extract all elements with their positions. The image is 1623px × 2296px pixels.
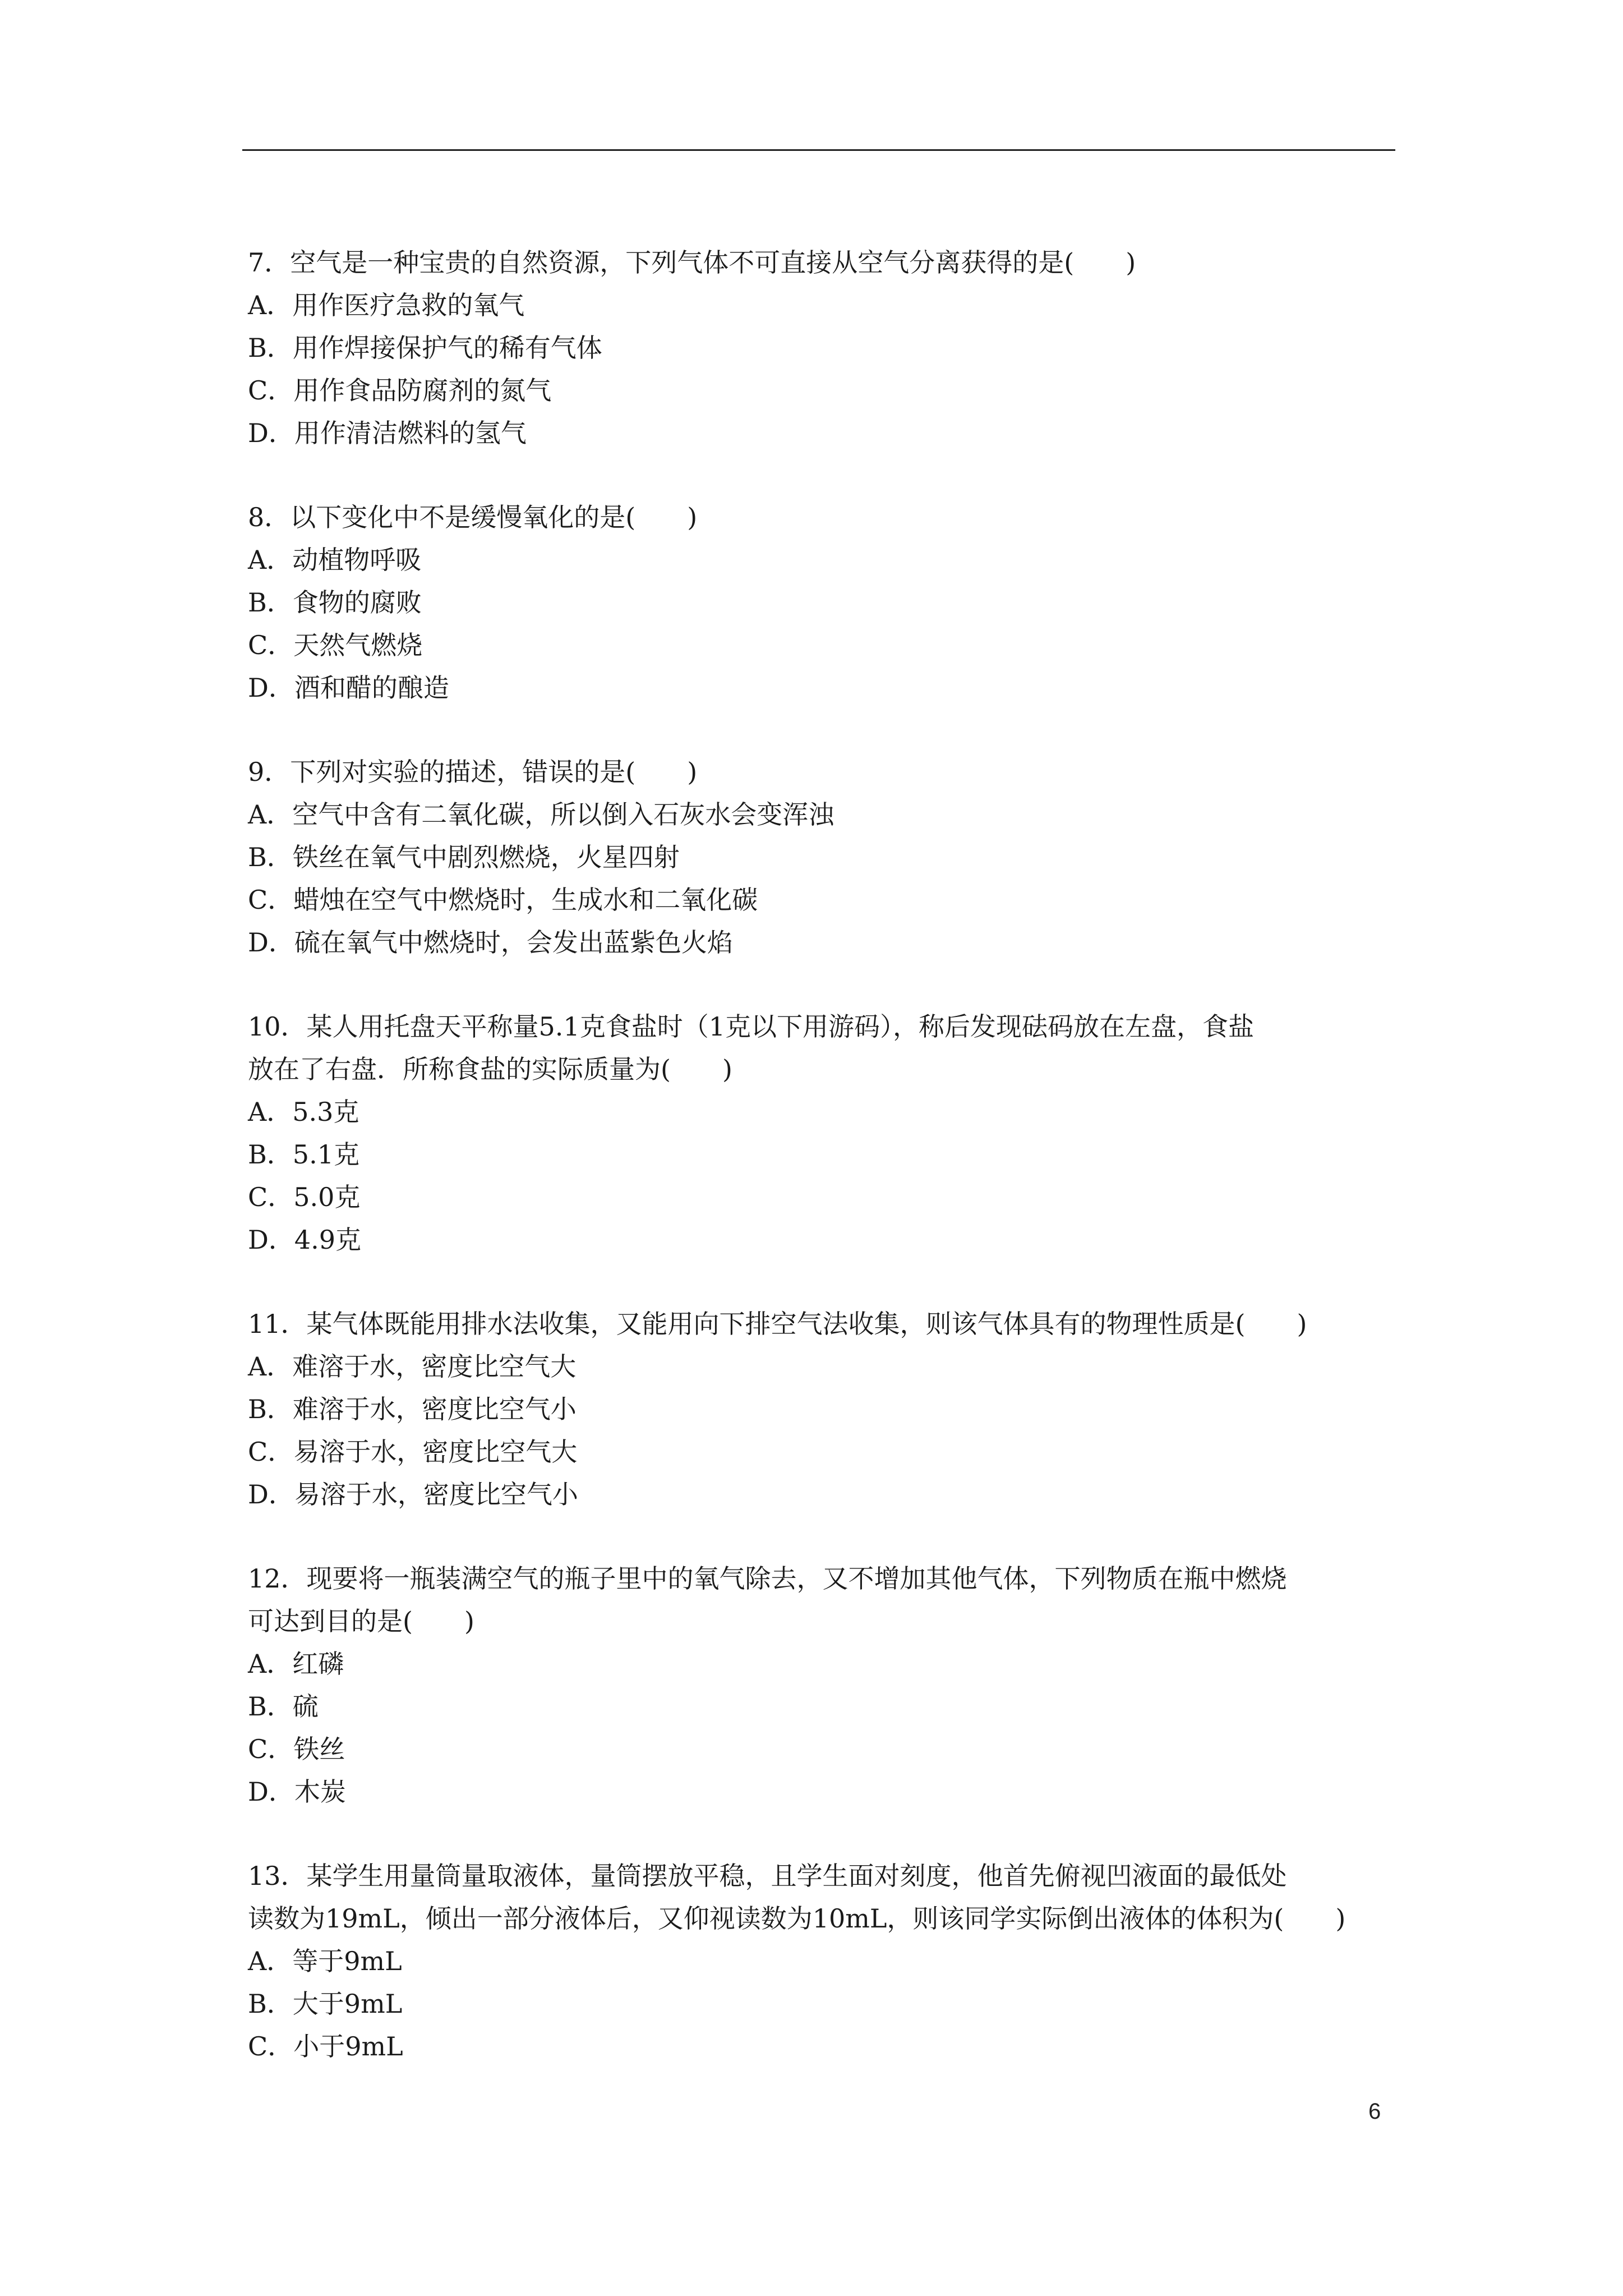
option-d: D．酒和醋的酿造 bbox=[248, 673, 449, 703]
option-a: A．5.3克 bbox=[248, 1097, 359, 1127]
question-8 bbox=[248, 496, 1426, 709]
option-d: D．4.9克 bbox=[248, 1225, 362, 1255]
option-b: B．难溶于水，密度比空气小 bbox=[248, 1394, 577, 1424]
question-11 bbox=[248, 1303, 1426, 1516]
question-stem: 9．下列对实验的描述，错误的是( ) bbox=[248, 757, 698, 787]
question-13 bbox=[248, 1855, 1426, 2068]
option-b: B．5.1克 bbox=[248, 1139, 359, 1170]
option-a: A．等于9mL bbox=[248, 1946, 402, 1976]
option-b: B．食物的腐败 bbox=[248, 587, 422, 618]
question-stem-continued: 放在了右盘．所称食盐的实际质量为( ) bbox=[248, 1054, 732, 1084]
option-a: A．动植物呼吸 bbox=[248, 545, 422, 575]
option-b: B．用作焊接保护气的稀有气体 bbox=[248, 333, 602, 363]
option-b: B．硫 bbox=[248, 1691, 319, 1722]
option-c: C．小于9mL bbox=[248, 2031, 403, 2062]
option-c: C．天然气燃烧 bbox=[248, 630, 423, 660]
option-a: A．空气中含有二氧化碳，所以倒入石灰水会变浑浊 bbox=[248, 799, 834, 830]
question-9 bbox=[248, 751, 1426, 964]
question-10 bbox=[248, 1005, 1426, 1261]
option-d: D．易溶于水，密度比空气小 bbox=[248, 1479, 578, 1510]
option-d: D．木炭 bbox=[248, 1777, 346, 1807]
option-d: D．用作清洁燃料的氢气 bbox=[248, 418, 527, 448]
option-c: C．5.0克 bbox=[248, 1182, 361, 1212]
question-stem: 11．某气体既能用排水法收集，又能用向下排空气法收集，则该气体具有的物理性质是( ) bbox=[248, 1309, 1307, 1339]
option-c: C．铁丝 bbox=[248, 1734, 345, 1764]
question-stem: 7．空气是一种宝贵的自然资源，下列气体不可直接从空气分离获得的是( ) bbox=[248, 247, 1136, 278]
option-c: C．易溶于水，密度比空气大 bbox=[248, 1437, 578, 1467]
question-list bbox=[248, 241, 1426, 2109]
option-c: C．用作食品防腐剂的氮气 bbox=[248, 375, 552, 406]
question-stem: 12．现要将一瓶装满空气的瓶子里中的氧气除去，又不增加其他气体，下列物质在瓶中燃烧 bbox=[248, 1563, 1287, 1594]
option-d: D．硫在氧气中燃烧时，会发出蓝紫色火焰 bbox=[248, 927, 733, 958]
question-stem: 8．以下变化中不是缓慢氧化的是( ) bbox=[248, 502, 698, 532]
option-c: C．蜡烛在空气中燃烧时，生成水和二氧化碳 bbox=[248, 885, 758, 915]
option-a: A．难溶于水，密度比空气大 bbox=[248, 1351, 577, 1382]
option-a: A．红磷 bbox=[248, 1649, 344, 1679]
option-a: A．用作医疗急救的氧气 bbox=[248, 290, 525, 320]
question-stem: 10．某人用托盘天平称量5.1克食盐时（1克以下用游码），称后发现砝码放在左盘，食盐 bbox=[248, 1011, 1254, 1042]
page-number: 6 bbox=[1368, 2099, 1381, 2124]
question-stem: 13．某学生用量筒量取液体，量筒摆放平稳，且学生面对刻度，他首先俯视凹液面的最低处 bbox=[248, 1861, 1287, 1891]
option-b: B．大于9mL bbox=[248, 1989, 403, 2019]
header-rule bbox=[242, 149, 1395, 151]
question-stem-continued: 读数为19mL，倾出一部分液体后，又仰视读数为10mL，则该同学实际倒出液体的体积为( ) bbox=[248, 1903, 1346, 1934]
option-b: B．铁丝在氧气中剧烈燃烧，火星四射 bbox=[248, 842, 680, 872]
question-12 bbox=[248, 1557, 1426, 1813]
question-stem-continued: 可达到目的是( ) bbox=[248, 1606, 474, 1636]
question-7 bbox=[248, 241, 1426, 454]
